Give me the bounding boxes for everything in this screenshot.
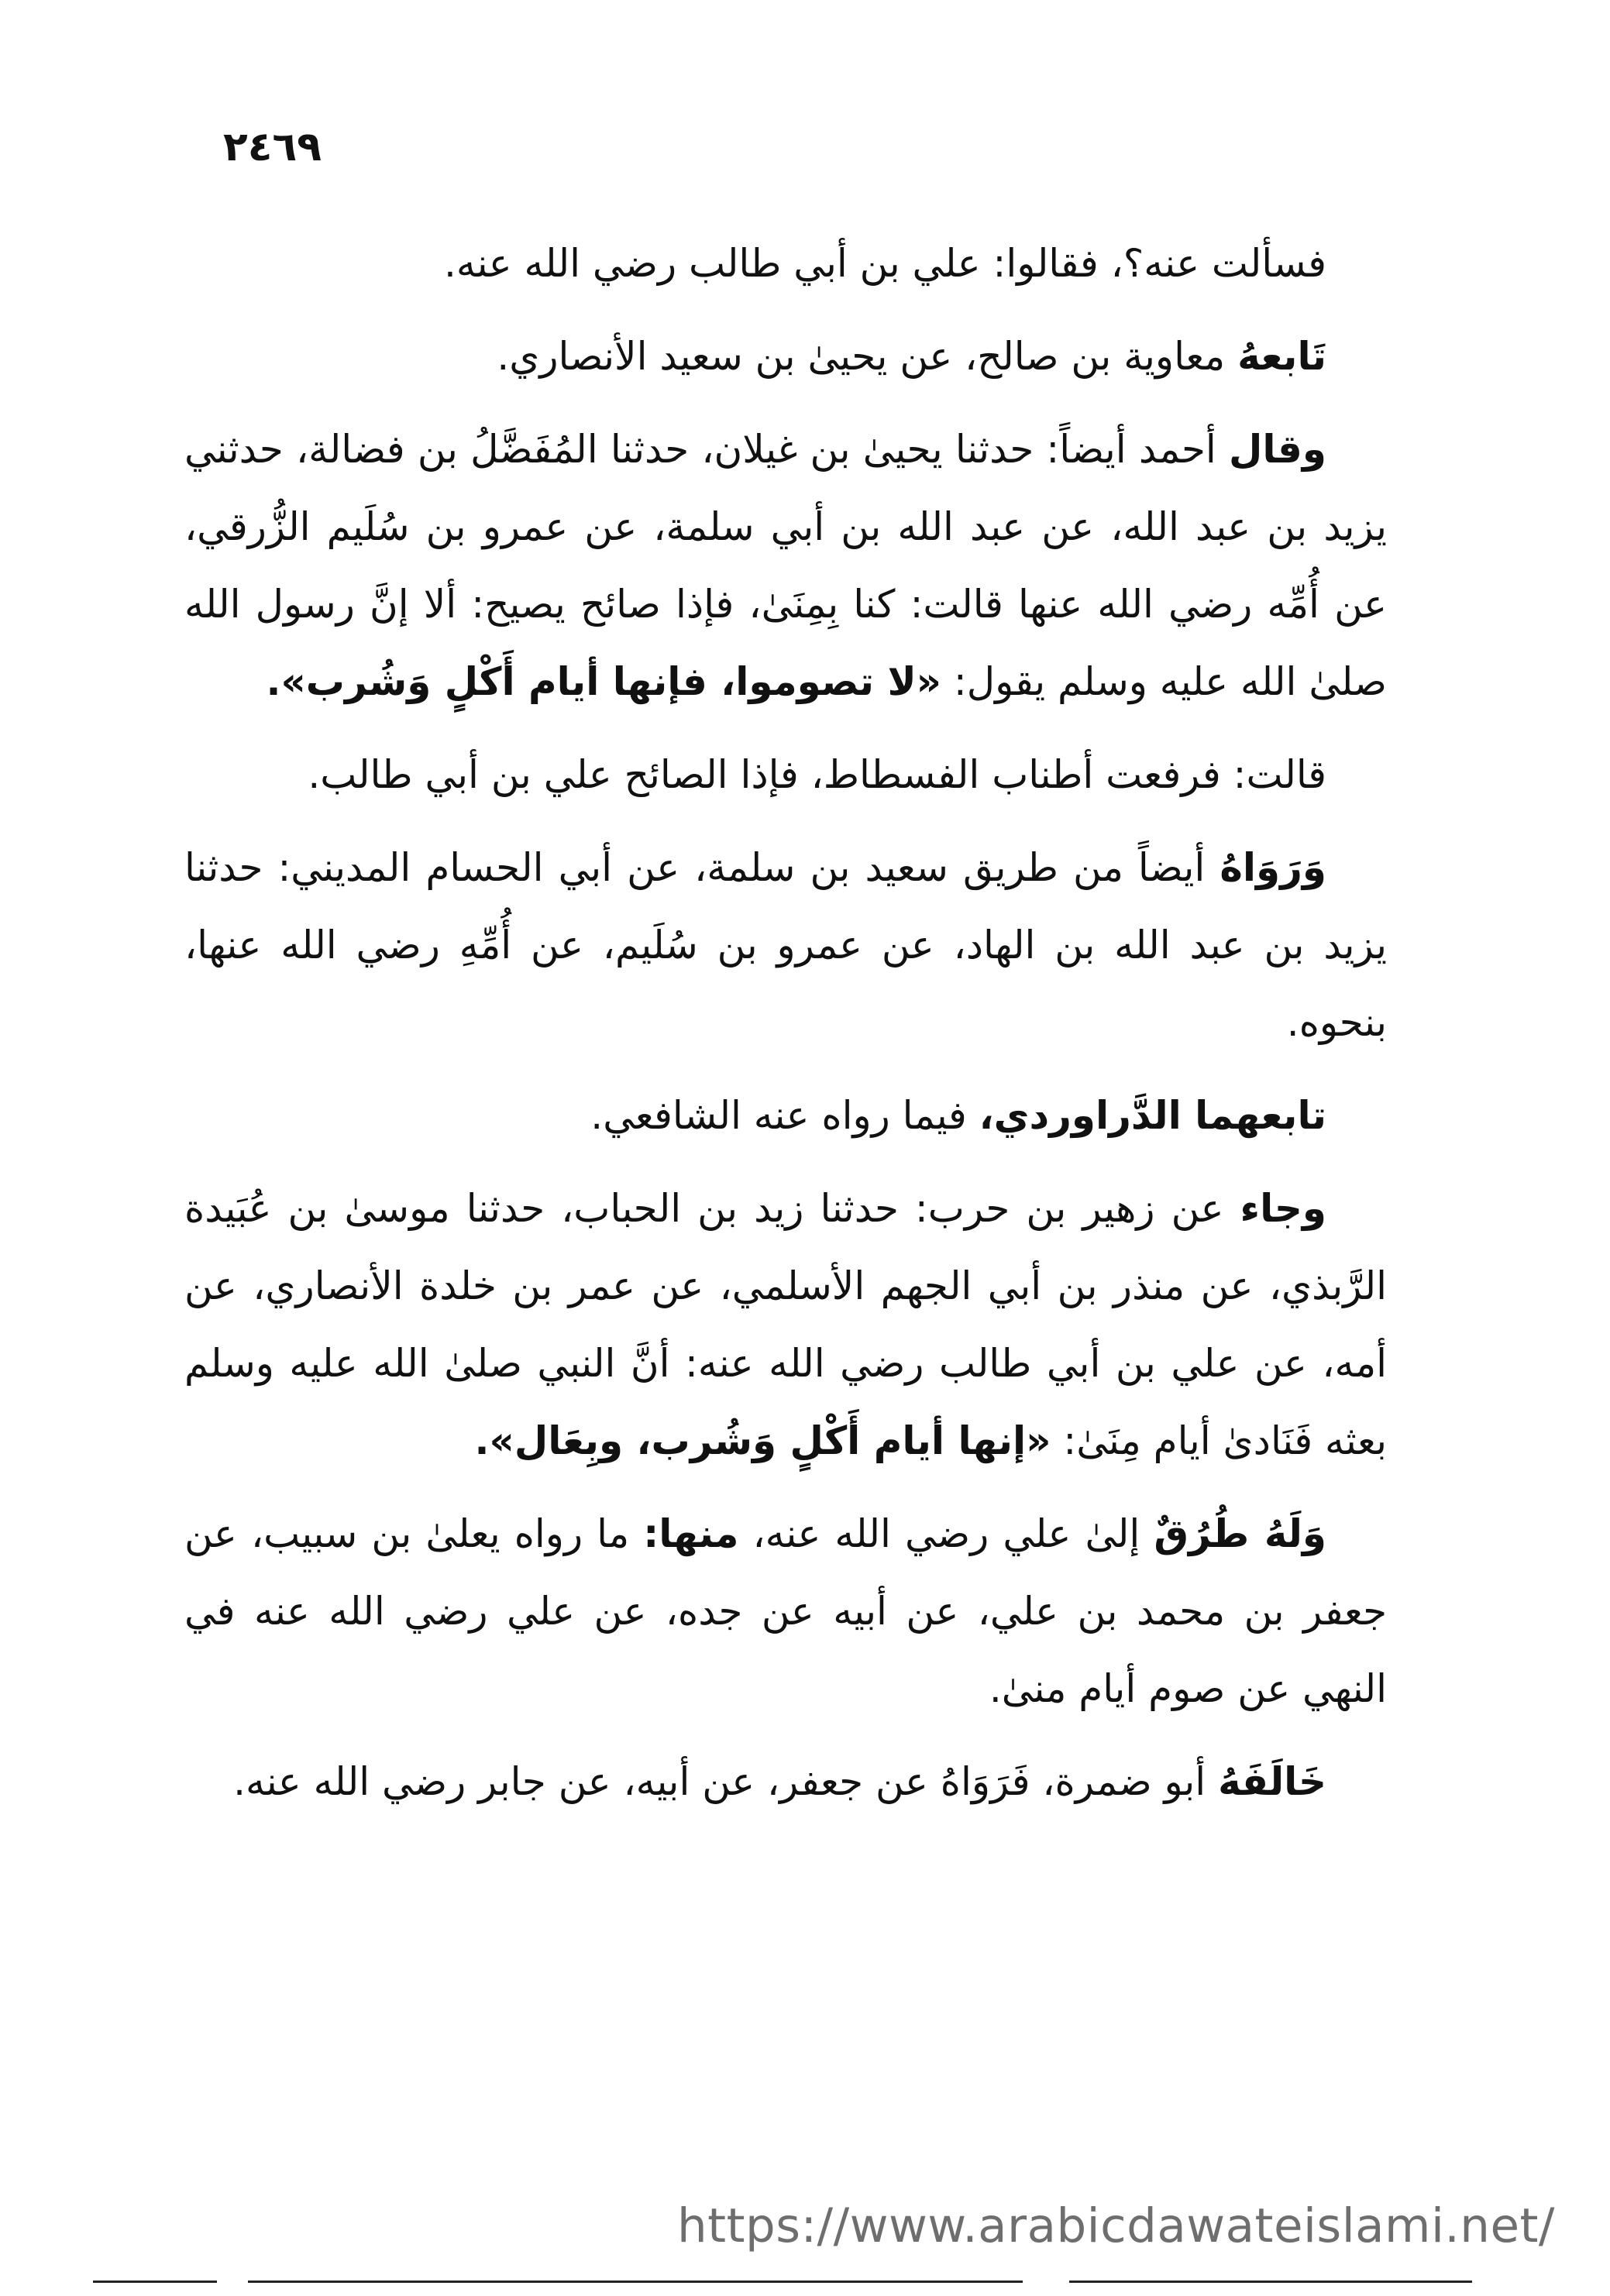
paragraph-text: عن زهير بن حرب: حدثنا زيد بن الحباب، حدثنا موسىٰ بن عُبَيدة الرَّبذي، عن منذر بن أبي الجهم الأسلمي، عن عمر بن خلدة الأنصاري، عن أمه، عن علي بن أبي طالب رضي الله عنه: أنَّ النبي صلىٰ الله عليه وسلم بعثه فَنَادىٰ أيام مِنَىٰ: xyxy=(184,1186,1387,1463)
paragraph-7 xyxy=(184,1170,1387,1480)
paragraph-lead: وجاء xyxy=(1240,1186,1326,1231)
paragraph-6 xyxy=(184,1077,1387,1154)
paragraph-lead: وَرَوَاهُ xyxy=(1220,845,1326,890)
paragraph-8 xyxy=(184,1495,1387,1727)
paragraph-text: معاوية بن صالح، عن يحيىٰ بن سعيد الأنصاري. xyxy=(497,334,1238,379)
paragraph-4 xyxy=(184,736,1387,813)
paragraph-lead: خَالَفَهُ xyxy=(1218,1759,1326,1804)
hadith-quote: «إنها أيام أَكْلٍ وَشُرب، وبِعَال». xyxy=(474,1418,1051,1463)
paragraph-lead: تابعهما الدَّراوردي، xyxy=(979,1093,1326,1138)
footer-rule-left xyxy=(93,2281,217,2283)
page-number: ٢٤٦٩ xyxy=(223,124,322,170)
paragraph-lead-secondary: منها: xyxy=(643,1511,739,1556)
watermark-url: https://www.arabicdawateislami.net/ xyxy=(677,2198,1555,2253)
paragraph-text: إلىٰ علي رضي الله عنه، xyxy=(738,1511,1154,1556)
paragraph-5 xyxy=(184,829,1387,1061)
paragraph-text: أحمد أيضاً: حدثنا يحيىٰ بن غيلان، حدثنا المُفَضَّلُ بن فضالة، حدثني يزيد بن عبد الله، عن عبد الله بن أبي سلمة، عن عمرو بن سُلَيم الزُّرقي، عن أُمِّه رضي الله عنها قالت: كنا بِمِنَىٰ، فإذا صائح يصيح: ألا إنَّ رسول الله صلىٰ الله عليه وسلم يقول: xyxy=(184,427,1387,704)
hadith-quote: «لا تصوموا، فإنها أيام أَكْلٍ وَشُرب». xyxy=(266,659,941,704)
footer-rule-right xyxy=(1069,2281,1472,2283)
paragraph-3 xyxy=(184,411,1387,720)
paragraph-9 xyxy=(184,1743,1387,1820)
paragraph-text: قالت: فرفعت أطناب الفسطاط، فإذا الصائح علي بن أبي طالب. xyxy=(308,752,1326,797)
paragraph-1 xyxy=(184,225,1387,302)
paragraph-lead: وَلَهُ طُرُقٌ xyxy=(1154,1511,1327,1556)
paragraph-text: فيما رواه عنه الشافعي. xyxy=(590,1093,979,1138)
footer-rule-center xyxy=(248,2281,1023,2283)
paragraph-2 xyxy=(184,318,1387,395)
paragraph-text: أيضاً من طريق سعيد بن سلمة، عن أبي الحسام المديني: حدثنا يزيد بن عبد الله بن الهاد، عن عمرو بن سُلَيم، عن أُمِّهِ رضي الله عنها، بنحوه. xyxy=(184,845,1387,1045)
paragraph-text: فسألت عنه؟، فقالوا: علي بن أبي طالب رضي الله عنه. xyxy=(443,241,1326,286)
paragraph-text-secondary: ما رواه يعلىٰ بن سبيب، عن جعفر بن محمد بن علي، عن أبيه عن جده، عن علي رضي الله عنه في النهي عن صوم أيام منىٰ. xyxy=(184,1511,1387,1711)
paragraph-text: أبو ضمرة، فَرَوَاهُ عن جعفر، عن أبيه، عن جابر رضي الله عنه. xyxy=(233,1759,1219,1804)
text-block xyxy=(184,225,1387,1836)
paragraph-lead: وقال xyxy=(1229,427,1326,472)
paragraph-lead: تَابعهُ xyxy=(1237,334,1326,379)
